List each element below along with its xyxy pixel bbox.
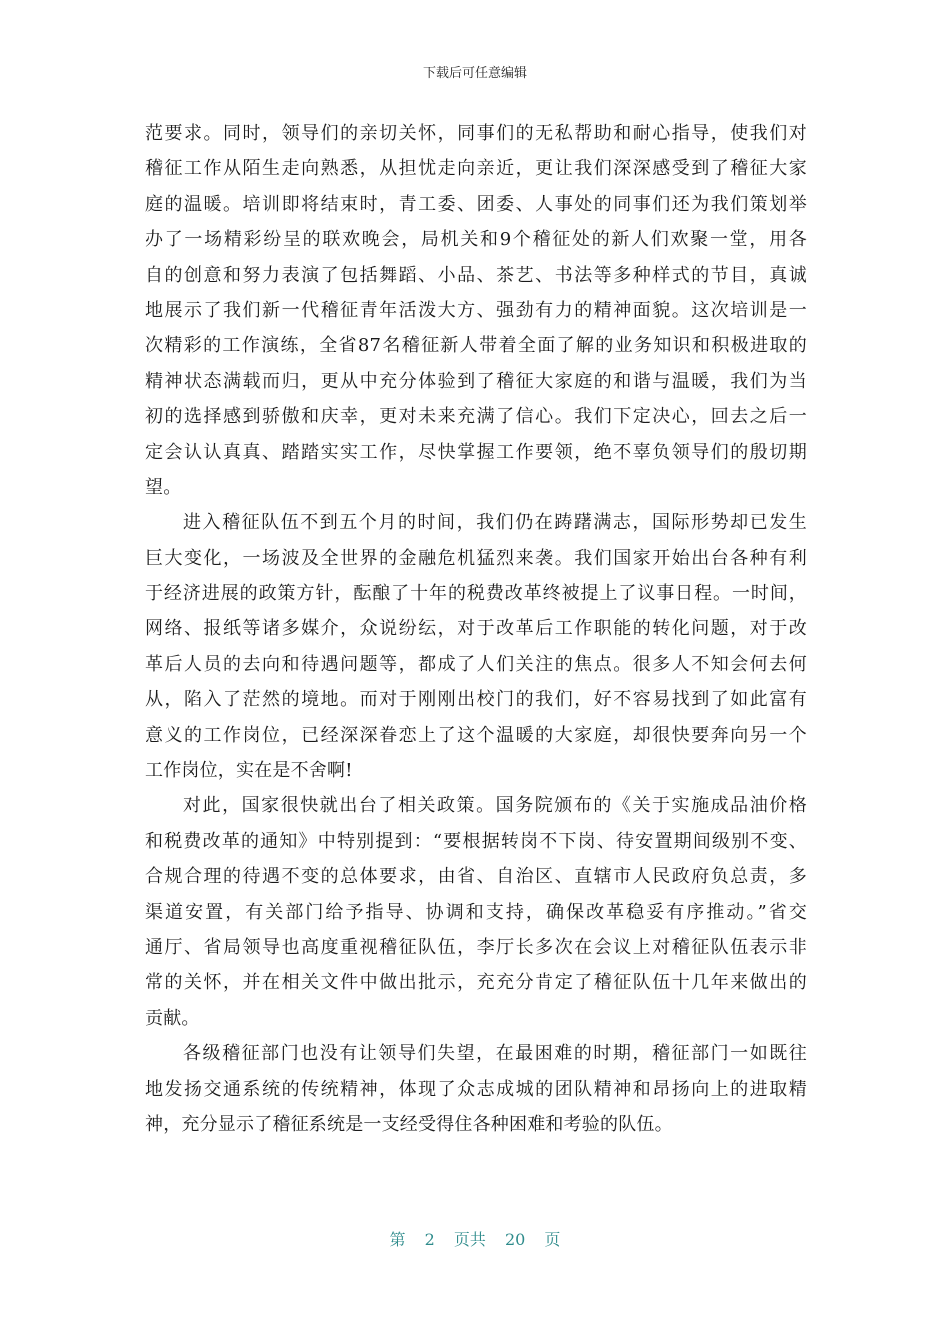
paragraph [145, 116, 807, 505]
text-line: 工作岗位，实在是不舍啊! [145, 760, 353, 782]
text-line: 初的选择感到骄傲和庆幸，更对未来充满了信心。我们下定决心，回去之后一 [145, 406, 807, 428]
text-line: 从，陷入了茫然的境地。而对于刚刚出校门的我们，好不容易找到了如此富有 [145, 689, 807, 711]
text-line: 次精彩的工作演练，全省87名稽征新人带着全面了解的业务知识和积极进取的 [145, 335, 807, 357]
text-line: 范要求。同时，领导们的亲切关怀，同事们的无私帮助和耐心指导，使我们对 [145, 123, 807, 144]
text-line: 稽征工作从陌生走向熟悉，从担忧走向亲近，更让我们深深感受到了稽征大家 [145, 158, 807, 180]
text-line: 意义的工作岗位，已经深深眷恋上了这个温暖的大家庭，却很快要奔向另一个 [145, 724, 807, 746]
text-line: 精神状态满载而归，更从中充分体验到了稽征大家庭的和谐与温暖，我们为当 [145, 370, 807, 392]
text-line: 进入稽征队伍不到五个月的时间，我们仍在踌躇满志，国际形势却已发生 [183, 512, 807, 534]
text-line: 自的创意和努力表演了包括舞蹈、小品、茶艺、书法等多种样式的节目，真诚 [145, 264, 807, 286]
text-line: 地展示了我们新一代稽征青年活泼大方、强劲有力的精神面貌。这次培训是一 [145, 299, 807, 321]
text-line: 于经济进展的政策方针，酝酿了十年的税费改革终被提上了议事日程。一时间， [145, 583, 807, 605]
document-body [145, 116, 807, 1142]
paragraph [145, 788, 807, 1036]
text-line: 贡献。 [145, 1007, 200, 1029]
text-line: 合规合理的待遇不变的总体要求，由省、自治区、直辖市人民政府负总责，多 [145, 866, 807, 888]
text-line: 庭的温暖。培训即将结束时，青工委、团委、人事处的同事们还为我们策划举 [145, 193, 807, 215]
text-line: 对此，国家很快就出台了相关政策。国务院颁布的《关于实施成品油价格 [183, 795, 807, 817]
text-line: 各级稽征部门也没有让领导们失望，在最困难的时期，稽征部门一如既往 [183, 1043, 807, 1065]
paragraph [145, 1036, 807, 1142]
text-line: 通厅、省局领导也高度重视稽征队伍，李厅长多次在会议上对稽征队伍表示非 [145, 936, 807, 958]
text-line: 渠道安置，有关部门给予指导、协调和支持，确保改革稳妥有序推动。”省交 [145, 901, 807, 923]
text-line: 地发扬交通系统的传统精神，体现了众志成城的团队精神和昂扬向上的进取精 [145, 1078, 807, 1100]
text-line: 革后人员的去向和待遇问题等，都成了人们关注的焦点。很多人不知会何去何 [145, 653, 807, 675]
text-line: 望。 [145, 476, 182, 498]
text-line: 和税费改革的通知》中特别提到：“要根据转岗不下岗、待安置期间级别不变、 [145, 830, 807, 852]
page-header-note: 下载后可任意编辑 [422, 66, 527, 81]
text-line: 常的关怀，并在相关文件中做出批示，充充分肯定了稽征队伍十几年来做出的 [145, 972, 807, 994]
paragraph [145, 505, 807, 788]
text-line: 巨大变化，一场波及全世界的金融危机猛烈来袭。我们国家开始出台各种有利 [145, 547, 807, 569]
page-number-footer: 第 2 页共 20 页 [389, 1230, 561, 1249]
text-line: 网络、报纸等诸多媒介，众说纷纭，对于改革后工作职能的转化问题，对于改 [145, 618, 807, 640]
text-line: 定会认认真真、踏踏实实工作，尽快掌握工作要领，绝不辜负领导们的殷切期 [145, 441, 807, 463]
text-line: 神，充分显示了稽征系统是一支经受得住各种困难和考验的队伍。 [145, 1113, 673, 1135]
text-line: 办了一场精彩纷呈的联欢晚会，局机关和9个稽征处的新人们欢聚一堂，用各 [145, 229, 807, 251]
